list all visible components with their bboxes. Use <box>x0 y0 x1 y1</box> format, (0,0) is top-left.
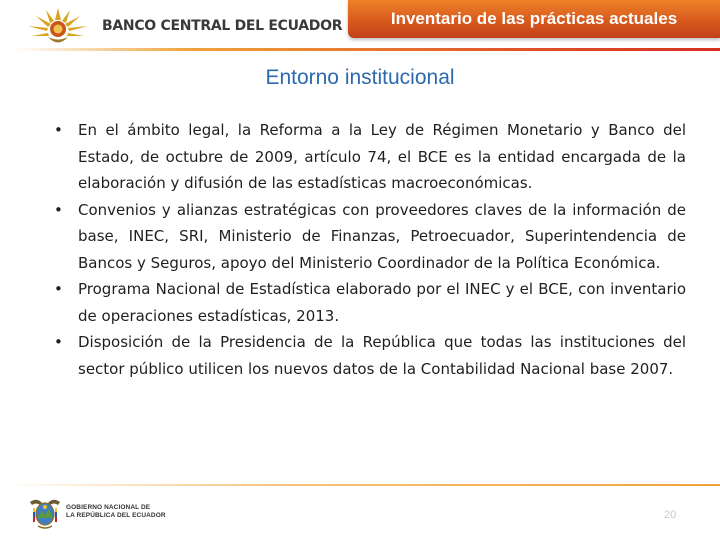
header-divider <box>14 48 720 51</box>
bullet-dot-icon: • <box>54 280 63 298</box>
government-name-line2: LA REPÚBLICA DEL ECUADOR <box>66 512 166 519</box>
government-name-line1: GOBIERNO NACIONAL DE <box>66 504 151 511</box>
bullet-dot-icon: • <box>54 121 63 139</box>
bullet-dot-icon: • <box>54 200 63 219</box>
header <box>0 0 720 52</box>
bullet-item <box>54 197 686 277</box>
bullet-text: Programa Nacional de Estadística elaborado por el INEC y el BCE, con inventario de operaciones estadísticas, 2013. <box>78 280 686 325</box>
government-name <box>66 504 166 520</box>
ecuador-coat-of-arms-icon <box>28 494 62 532</box>
footer-divider <box>0 484 720 486</box>
bullet-text: Convenios y alianzas estratégicas con proveedores claves de la información de base, INEC, SRI, Ministerio de Finanzas, Petroecuador, Superintendencia de Bancos y Seguros, apoyo del Ministerio Coordinador de la Política Económica. <box>78 200 686 272</box>
bullet-list <box>54 117 686 382</box>
page-number: 20 <box>664 509 677 521</box>
bullet-item <box>54 276 686 329</box>
title-banner <box>348 0 720 38</box>
slide-title: Inventario de las prácticas actuales <box>390 9 678 28</box>
bullet-text: En el ámbito legal, la Reforma a la Ley de Régimen Monetario y Banco del Estado, de octubre de 2009, artículo 74, el BCE es la entidad encargada de la elaboración y difusión de las estadísticas macroeconómicas. <box>78 121 686 192</box>
bullet-item <box>54 117 686 197</box>
bank-name: BANCO CENTRAL DEL ECUADOR <box>102 18 343 34</box>
bullet-dot-icon: • <box>54 333 63 351</box>
bullet-item <box>54 329 686 382</box>
section-subtitle: Entorno institucional <box>265 66 455 89</box>
bce-condor-logo-icon <box>22 4 94 50</box>
bullet-text: Disposición de la Presidencia de la República que todas las instituciones del sector público utilicen los nuevos datos de la Contabilidad Nacional base 2007. <box>78 333 686 378</box>
